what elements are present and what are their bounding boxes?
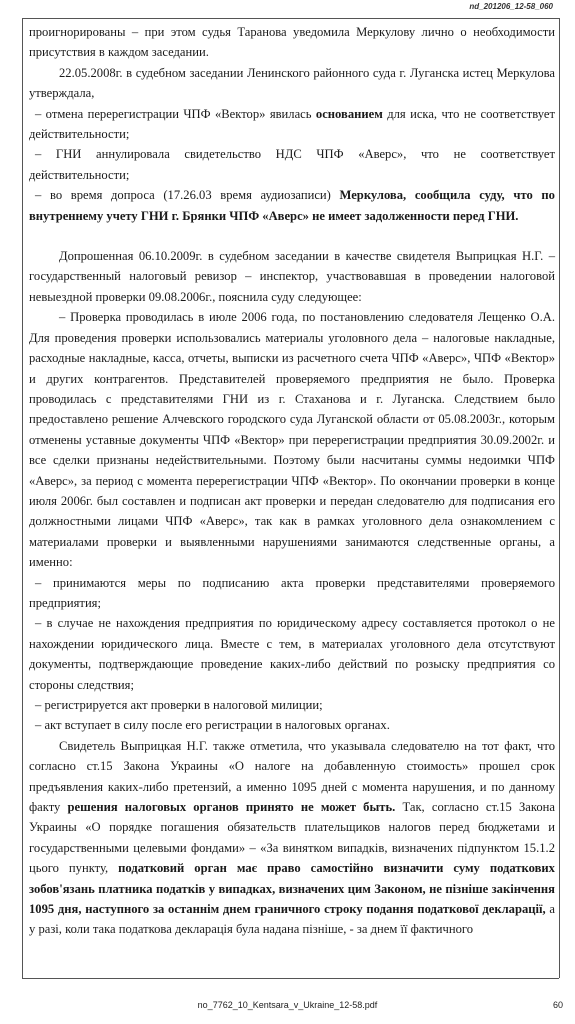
page-border-right — [559, 18, 560, 978]
footer-filename: no_7762_10_Kentsara_v_Ukraine_12-58.pdf — [197, 1000, 378, 1010]
bold-text-segment: решения налоговых органов принято не может быть. — [67, 800, 396, 815]
text-segment: а у разі, коли така податкова декларація була надана пізніше, - за днем її фактичного — [29, 902, 555, 937]
paragraph — [29, 22, 555, 63]
paragraph — [29, 307, 555, 572]
paragraph — [29, 246, 555, 307]
page-border-top — [22, 18, 559, 19]
text-segment: – в случае не нахождения предприятия по юридическому адресу составляется протокол о не нахождении юридического лица. Вместе с тем, в материалах уголовного дела отсутствуют документы, подтверждающие проведение каких-либо действий по розыску предприятия со стороны следствия; — [29, 616, 555, 692]
paragraph-gap — [29, 226, 555, 246]
paragraph — [29, 63, 555, 104]
bold-text-segment: Меркулова, сообщила суду, что по внутреннему учету ГНИ г. Брянки ЧПФ «Аверс» не имеет задолженности перед ГНИ. — [29, 188, 555, 223]
bold-text-segment: основанием — [315, 106, 383, 121]
paragraph — [29, 144, 555, 185]
page-border-bottom — [22, 978, 559, 979]
text-segment: 22.05.2008г. в судебном заседании Ленинского районного суда г. Луганска истец Меркулова утверждала, — [29, 65, 555, 101]
page-number: 60 — [552, 1000, 563, 1010]
paragraph — [29, 695, 555, 715]
paragraph — [29, 715, 555, 735]
text-segment: – Проверка проводилась в июле 2006 года, по постановлению следователя Лещенко О.А. Для проведения проверки использовались материалы уголовного дела – налоговые накладные, расходные накладные, касса, отчеты, выписки из расчетного счета ЧПФ «Аверс», ЧПФ «Вектор» и других контрагентов. Представителей проверяемого предприятия не было. Проверка проводилась с представителями ГНИ из г. Стаханова и г. Луганска. Следствием было предоставлено решение Алчевского городского суда Луганской области от 05.08.2003г., которым отменены уставные документы ЧПФ «Вектор» при перерегистрации предприятия 30.09.2002г. и все сделки признаны недействительными. Поэтому были насчитаны суммы недоимки ЧПФ «Аверс», за период с момента перерегистрации ЧПФ «Вектор». По окончании проверки в конце июля 2006г. был составлен и подписан акт проверки и передан следователю для подписания его должностными лицами ЧПФ «Аверс», так как в рамках уголовного дела ознакомлением с материалами проверки и выявленными нарушениями занимаются следственные органы, а именно: — [29, 310, 555, 570]
text-segment: Допрошенная 06.10.2009г. в судебном заседании в качестве свидетеля Выприцкая Н.Г. – государственный налоговый ревизор – инспектор, участвовавшая в проведении налоговой невыездной проверки 09.08.2006г., пояснила суду следующее: — [29, 249, 555, 304]
paragraph — [29, 573, 555, 614]
text-segment: – регистрируется акт проверки в налоговой милиции; — [35, 698, 323, 712]
text-segment: – акт вступает в силу после его регистрации в налоговых органах. — [35, 718, 390, 733]
paragraph — [29, 185, 555, 226]
text-segment: – ГНИ аннулировала свидетельство НДС ЧПФ «Аверс», что не соответствует действительности; — [29, 147, 555, 182]
text-segment: Свидетель Выприцкая Н.Г. также отметила, что указывала следователю на тот факт, что согласно ст.15 Закона Украины «О налоге на добавленную стоимость» прошел срок предъявления каких-либо претензий, а именно 1095 дней с момента нарушения, и по данному факту — [29, 738, 555, 815]
paragraph — [29, 104, 555, 145]
text-segment: проигнорированы – при этом судья Таранова уведомила Меркулову лично о необходимости присутствия в каждом заседании. — [29, 25, 555, 60]
text-segment: Так, согласно ст.15 Закона Украины «О порядке погашения обязательств плательщиков налогов перед бюджетами и государственными целевыми фондами» – «За винятком випадків, визначених підпунктом 15.1.2 цього пункту, — [29, 800, 555, 876]
bold-text-segment: податковий орган має право самостійно визначити суму податкових зобов'язань платника податків у випадках, визначених цим Законом, не пізніше закінчення 1095 дня, наступного за останнім днем граничного строку подання податкової декларації, — [29, 861, 555, 917]
document-body — [29, 22, 555, 940]
page-border-left — [22, 18, 23, 978]
text-segment: – во время допроса (17.26.03 время аудиозаписи) — [35, 188, 340, 203]
text-segment: – принимаются меры по подписанию акта проверки представителями проверяемого предприятия; — [29, 575, 555, 610]
paragraph — [29, 736, 555, 940]
paragraph — [29, 613, 555, 695]
text-segment: – отмена перерегистрации ЧПФ «Вектор» явилась — [35, 106, 316, 121]
text-segment: для иска, что не соответствует действительности; — [29, 106, 556, 142]
document-id: nd_201206_12-58_060 — [469, 2, 553, 11]
